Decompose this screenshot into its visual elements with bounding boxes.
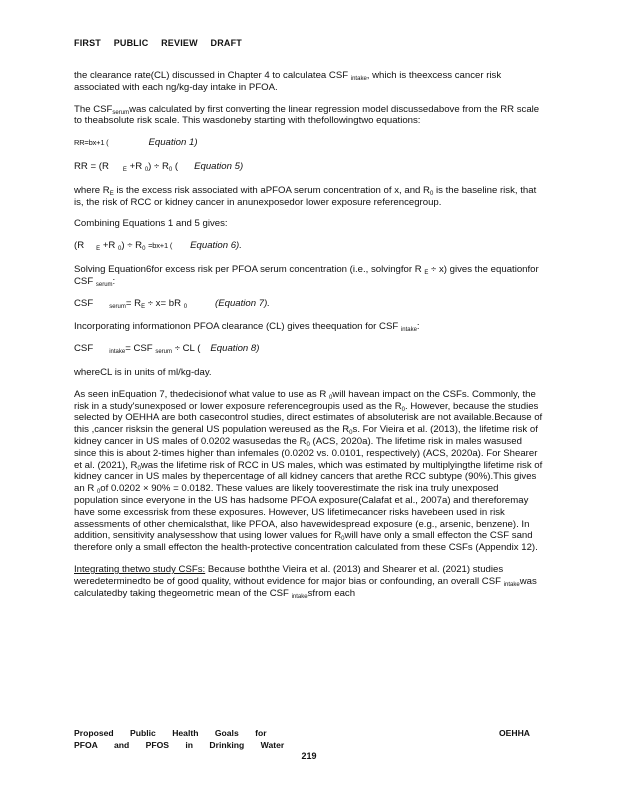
subscript: serum xyxy=(155,349,173,356)
text-run: : xyxy=(416,321,420,333)
equation-label: Equation 1) xyxy=(148,137,198,149)
equation-label: Equation 5) xyxy=(194,160,244,172)
paragraph-csf-serum xyxy=(74,104,544,128)
subscript: 0 xyxy=(183,303,188,310)
subscript: serum xyxy=(112,109,130,116)
text-run: The CSF xyxy=(74,103,113,115)
footer-org: OEHHA xyxy=(498,728,530,738)
equation-text: +R xyxy=(102,240,116,252)
subscript: 0 xyxy=(144,166,149,173)
equation-text: ) ÷ R xyxy=(121,240,143,252)
equation-text: CSF xyxy=(74,343,94,355)
equation-text: CSF xyxy=(74,297,94,309)
subscript: serum xyxy=(95,281,113,288)
equation-text: =bx+1 ( xyxy=(148,241,173,251)
text-run: (ACS, 2020a). The lifetime risk in males wasused since this is about 2-times higher than infemales (0.0202 vs. 0.0101, respectively) (ACS, 2020a). For Shearer et al. (2021), R xyxy=(74,435,538,471)
text-run: of 0.0202 × 90% = 0.0182. These values are likely tooverestimate the risk ina truly unexposed population since everyone in the US has hadsome PFOA exposure(Calafat et al., 2007a) and thereforemay have some excessrisk from these exposures. However, US lifetimecancer risks havebeen used in risk assessments of other chemicalsthat, like PFOA, also havewidespread exposure (e.g., arsenic, benzene). In addition, sensitivity analysesshow that using lower values for R xyxy=(74,483,530,542)
paragraph-where-re xyxy=(74,185,544,209)
subscript: 0 xyxy=(96,489,101,496)
text-run: was calculated by first converting the linear regression model discussedabove from the RR scale to theabsolute risk scale. This wasdoneby starting with thefollowingtwo equations: xyxy=(74,103,540,127)
paragraph-incorporating xyxy=(74,321,544,333)
subscript: 0 xyxy=(349,430,353,437)
text-run: : xyxy=(112,275,116,287)
text-run: will have only a small effecton the CSF sand therefore only a small effecton the health-protective concentration calculated from these CSFs (Appendix 12). xyxy=(74,530,538,554)
equation-label: (Equation 7). xyxy=(215,297,270,309)
text-run: As seen inEquation 7, thedecisionof what value to use as R xyxy=(74,388,327,400)
equation-text: = R xyxy=(125,297,142,309)
subscript: 0 xyxy=(328,394,333,401)
subscript: 0 xyxy=(429,190,434,197)
text-run: where R xyxy=(74,184,110,196)
equation-6 xyxy=(74,240,544,252)
equation-text: ÷ CL ( xyxy=(174,343,201,355)
subscript: E xyxy=(141,303,146,310)
equation-text: ÷ x= bR xyxy=(147,297,182,309)
text-run: , which is theexcess cancer risk associated with each ng/kg-day intake in PFOA. xyxy=(74,70,502,93)
subscript: intake xyxy=(109,349,126,356)
equation-text: ) ÷ R xyxy=(148,160,169,172)
equation-label: Equation 8) xyxy=(210,343,260,355)
text-run: is the excess risk associated with aPFOA serum concentration of x, and R xyxy=(116,184,430,196)
text-run: ÷ x) gives the equationfor CSF xyxy=(74,263,539,287)
equation-text: RR=bx+1 ( xyxy=(74,138,109,148)
subscript: 0 xyxy=(341,536,345,543)
paragraph-combining: Combining Equations 1 and 5 gives: xyxy=(74,218,228,230)
subscript: 0 xyxy=(168,166,173,173)
text-run: Solving Equation6for excess risk per PFOA serum concentration (i.e., solvingfor R xyxy=(74,263,422,275)
subscript: E xyxy=(96,246,101,253)
page-footer xyxy=(74,727,530,751)
paragraph-solving xyxy=(74,264,544,288)
paragraph-clearance-rate xyxy=(74,70,544,94)
equation-7 xyxy=(74,298,544,310)
equation-text: RR = (R xyxy=(74,160,109,172)
text-run: . However, because the studies selected by OEHHA are both casecontrol studies, direct estimates of absoluterisk are not available.Because of this ,cancer risksin the general US population wereused as the R xyxy=(74,400,543,436)
equation-text: +R xyxy=(129,160,143,172)
paragraph-r0-choice xyxy=(74,389,544,554)
text-run: will havean impact on the CSFs. Commonly, the risk in a study'sunexposed or lower exposure referencegroupis used as the R xyxy=(74,388,536,412)
text-run: was calculatedby taking thegeometric mean of the CSF xyxy=(74,575,537,599)
subscript: intake xyxy=(350,76,367,82)
subscript: intake xyxy=(503,581,520,588)
subscript: intake xyxy=(291,593,308,600)
equation-8 xyxy=(74,343,544,355)
text-run: s. For Vieira et al. (2013), the lifetime risk of kidney cancer in US males of 0.0202 wasusedas the R xyxy=(74,424,538,447)
text-run: is the baseline risk, that is, the risk of RCC or kidney cancer in anunexposedor lower exposure referencegroup. xyxy=(74,184,537,208)
equation-1 xyxy=(74,137,544,149)
subscript: E xyxy=(109,190,114,197)
section-heading: Integrating thetwo study CSFs: xyxy=(74,563,206,575)
subscript: serum xyxy=(109,303,126,310)
subscript: E xyxy=(424,269,429,276)
text-run: the clearance rate(CL) discussed in Chapter 4 to calculatea CSF xyxy=(74,70,349,81)
paragraph-integrating xyxy=(74,564,544,599)
equation-text: ( xyxy=(174,160,179,172)
footer-line-1: Proposed Public Health Goals for xyxy=(74,728,267,738)
footer-line-2: PFOA and PFOS in Drinking Water xyxy=(74,740,285,750)
draft-header: FIRST PUBLIC REVIEW DRAFT xyxy=(74,38,242,48)
text-run: Because boththe Vieira et al. (2013) and Shearer et al. (2021) studies weredeterminedto be of good quality, without evidence for major bias or confounding, an overall CSF xyxy=(74,563,504,587)
subscript: 0 xyxy=(137,465,141,472)
equation-5 xyxy=(74,161,544,173)
equation-text: = CSF xyxy=(125,343,153,355)
subscript: intake xyxy=(400,327,417,334)
subscript: 0 xyxy=(118,246,122,253)
subscript: 0 xyxy=(306,441,310,448)
page-number: 219 xyxy=(301,751,317,761)
text-run: Incorporating informationon PFOA clearance (CL) gives theequation for CSF xyxy=(74,321,399,333)
text-run: was the lifetime risk of RCC in US males, which was estimated by multiplyingthe lifetime risk of kidney cancer in US males by thepercentage of all kidney cancers that arethe RCC subtype (90%).This gives an R xyxy=(74,459,543,495)
text-run: sfrom each xyxy=(307,587,356,599)
paragraph-cl-units: whereCL is in units of ml/kg-day. xyxy=(74,366,212,378)
equation-label: Equation 6). xyxy=(190,240,242,252)
subscript: E xyxy=(122,166,127,173)
subscript: 0 xyxy=(401,406,406,413)
document-body xyxy=(74,70,544,609)
equation-text: (R xyxy=(74,240,85,252)
subscript: 0 xyxy=(142,246,146,253)
